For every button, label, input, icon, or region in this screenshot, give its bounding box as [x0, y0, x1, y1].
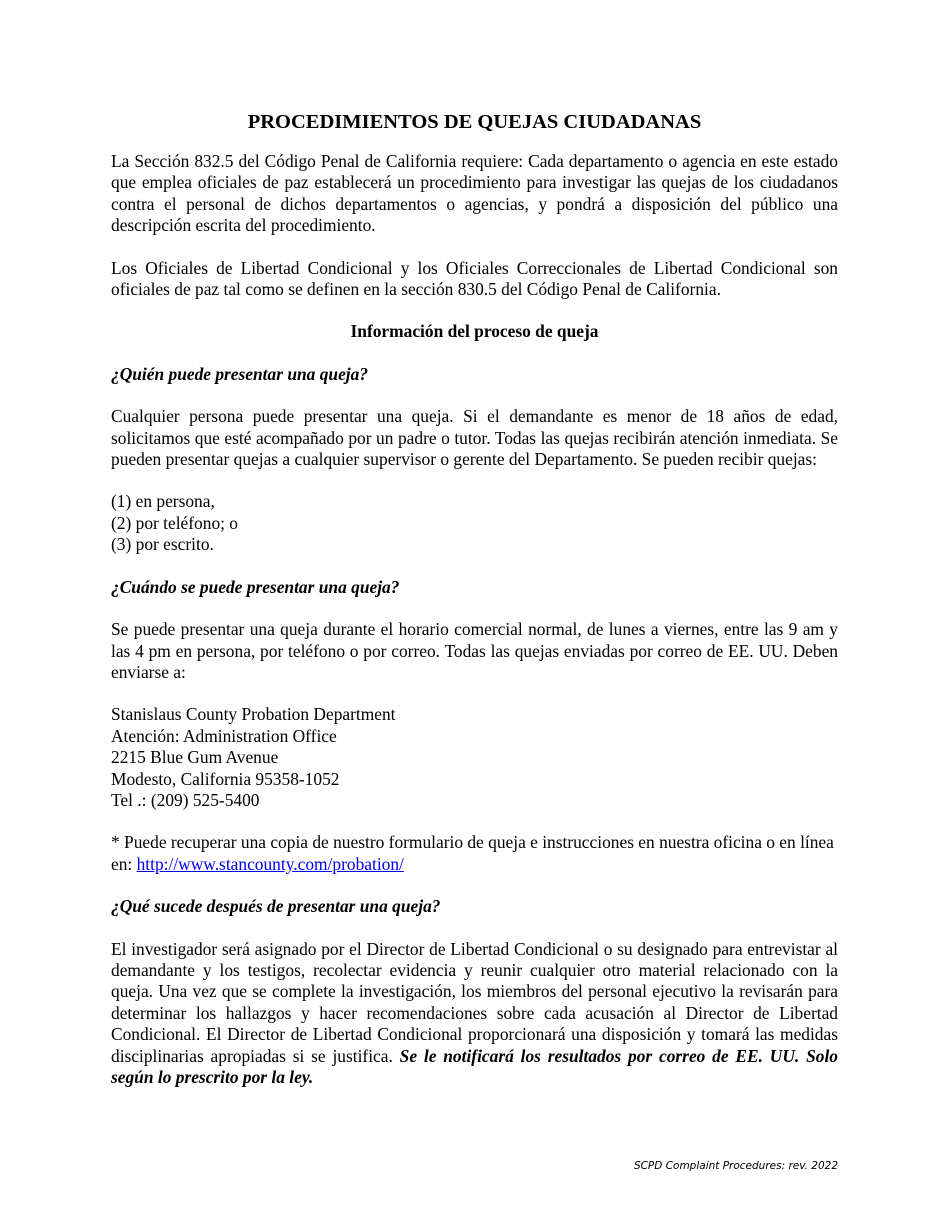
submission-methods-list — [111, 491, 838, 555]
phone-line: Tel .: (209) 525-5400 — [111, 789, 260, 810]
address-line: Modesto, California 95358-1052 — [111, 768, 340, 789]
after-paragraph — [111, 939, 838, 1089]
list-item: (3) por escrito. — [111, 534, 214, 555]
mailing-address — [111, 704, 838, 811]
address-line: Stanislaus County Probation Department — [111, 704, 396, 725]
form-note-text: * Puede recuperar una copia de nuestro formulario de queja e instrucciones en nuestra oficina o en línea en: — [111, 832, 834, 874]
when-question-heading: ¿Cuándo se puede presentar una queja? — [111, 576, 400, 597]
document-page — [111, 110, 838, 1109]
notification-emphasis: Se le notificará los resultados por correo de EE. UU. Solo según lo prescrito por la ley. — [111, 1045, 838, 1087]
section-heading: Información del proceso de queja — [350, 321, 599, 342]
list-item: (1) en persona, — [111, 491, 215, 512]
page-title: PROCEDIMIENTOS DE QUEJAS CIUDADANAS — [247, 111, 702, 133]
intro-paragraph-1: La Sección 832.5 del Código Penal de California requiere: Cada departamento o agencia en este estado que emplea oficiales de paz establecerá un procedimiento para investigar las quejas de los ciudadanos contra el personal de dichos departamentos o agencias, y pondrá a disposición del público una descripción escrita del procedimiento. — [111, 151, 838, 236]
page-footer: SCPD Complaint Procedures: rev. 2022 — [633, 1160, 838, 1172]
when-paragraph: Se puede presentar una queja durante el horario comercial normal, de lunes a viernes, entre las 9 am y las 4 pm en persona, por teléfono o por correo. Todas las quejas enviadas por correo de EE. UU. Deben enviarse a: — [111, 619, 838, 682]
address-line: 2215 Blue Gum Avenue — [111, 747, 279, 768]
after-question-heading: ¿Qué sucede después de presentar una queja? — [111, 896, 441, 917]
list-item: (2) por teléfono; o — [111, 512, 239, 533]
probation-website-link[interactable]: http://www.stancounty.com/probation/ — [136, 853, 404, 874]
form-note-paragraph — [111, 832, 838, 875]
intro-paragraph-2: Los Oficiales de Libertad Condicional y los Oficiales Correccionales de Libertad Condicional son oficiales de paz tal como se definen en la sección 830.5 del Código Penal de California. — [111, 257, 838, 300]
address-line: Atención: Administration Office — [111, 725, 337, 746]
who-question-heading: ¿Quién puede presentar una queja? — [111, 363, 369, 384]
who-paragraph: Cualquier persona puede presentar una queja. Si el demandante es menor de 18 años de edad, solicitamos que esté acompañado por un padre o tutor. Todas las quejas recibirán atención inmediata. Se pueden presentar quejas a cualquier supervisor o gerente del Departamento. Se pueden recibir quejas: — [111, 406, 838, 470]
after-paragraph-text: El investigador será asignado por el Director de Libertad Condicional o su designado para entrevistar al demandante y los testigos, recolectar evidencia y reunir cualquier otro material relacionado con la queja. Una vez que se complete la investigación, los miembros del personal ejecutivo la revisarán para determinar los hallazgos y hacer recomendaciones sobre cada acusación al Director de Libertad Condicional. El Director de Libertad Condicional proporcionará una disposición y tomará las medidas disciplinarias apropiadas si se justifica. — [111, 938, 838, 1066]
